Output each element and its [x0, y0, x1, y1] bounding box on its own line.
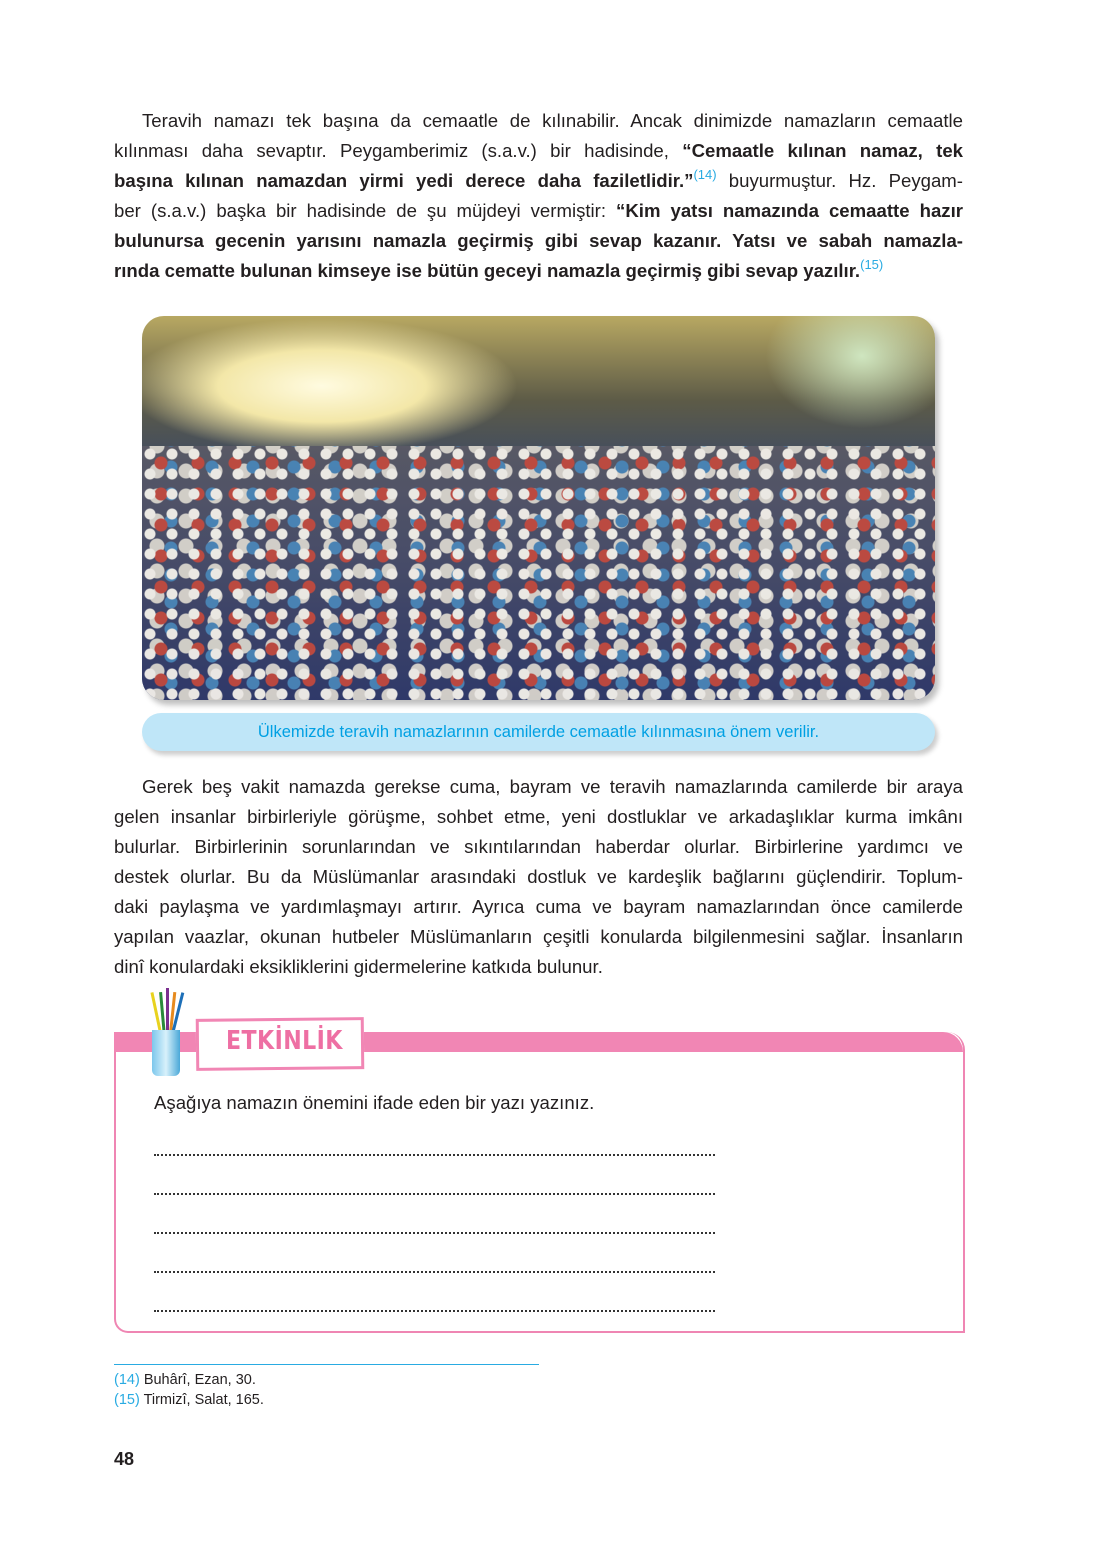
text-line: [114, 166, 963, 196]
text-segment: Gerek beş vakit namazda gerekse cuma, bayram ve teravih namazlarında camilerde bir araya: [142, 776, 963, 797]
answer-line[interactable]: [154, 1230, 715, 1234]
text-line: [114, 256, 963, 286]
activity-title: ETKİNLİK: [226, 1026, 343, 1056]
text-segment: rında cematte bulunan kimseye ise bütün geceyi namazla geçirmiş gibi sevap yazılır.: [114, 260, 861, 281]
footnote-divider: [114, 1364, 539, 1365]
text-segment: “Cemaatle kılınan namaz, tek: [682, 140, 963, 161]
text-segment: daki paylaşma ve yardımlaşmayı artırır. Ayrıca cuma ve bayram namazlarından önce camilerde: [114, 896, 963, 917]
text-line: [114, 832, 963, 862]
answer-line[interactable]: [154, 1269, 715, 1273]
paragraph-teravih: [114, 106, 963, 286]
text-segment: Teravih namazı tek başına da cemaatle de kılınabilir. Ancak dinimizde namazların cemaatle: [142, 110, 963, 131]
text-segment: buyurmuştur. Hz. Peygam-: [716, 170, 963, 191]
answer-line[interactable]: [154, 1308, 715, 1312]
text-line: [114, 802, 963, 832]
text-segment: destek olurlar. Bu da Müslümanlar arasındaki dostluk ve kardeşlik bağlarını güçlendirir. Toplum-: [114, 866, 963, 887]
text-line: [114, 226, 963, 256]
text-segment: ber (s.a.v.) başka bir hadisinde de şu müjdeyi vermiştir:: [114, 200, 617, 221]
paragraph-community: [114, 772, 963, 982]
text-segment: başına kılınan namazdan yirmi yedi derece daha faziletlidir.”: [114, 170, 694, 191]
text-segment: yapılan vaazlar, okunan hutbeler Müslümanların çeşitli konularda bilgilenmesini sağlar. İnsanların: [114, 926, 963, 947]
text-line: [114, 196, 963, 226]
text-segment: kılınması daha sevaptır. Peygamberimiz (s.a.v.) bir hadisinde,: [114, 140, 683, 161]
text-line: [114, 136, 963, 166]
text-segment: “Kim yatsı namazında cemaatte hazır: [616, 200, 963, 221]
page-number: 48: [114, 1449, 135, 1469]
text-line: [114, 922, 963, 952]
text-line: [114, 862, 963, 892]
text-line: [114, 772, 963, 802]
footnote-14: (14) Buhârî, Ezan, 30.: [114, 1372, 256, 1388]
text-segment: bulurlar. Birbirlerinin sorunlarından ve sıkıntılarından haberdar olurlar. Birbirlerine yardımcı ve: [114, 836, 963, 857]
text-segment: dinî konulardaki eksikliklerini gidermelerine katkıda bulunur.: [114, 956, 603, 977]
text-segment: gelen insanlar birbirleriyle görüşme, sohbet etme, yeni dostluklar ve arkadaşlıklar kurma imkânı: [114, 806, 963, 827]
footnote-ref: (14): [693, 167, 717, 182]
mosque-congregation-photo: [142, 316, 935, 700]
footnote-ref: (15): [860, 257, 884, 272]
photo-caption: Ülkemizde teravih namazlarının camilerde cemaatle kılınmasına önem verilir.: [142, 713, 935, 751]
text-segment: bulunursa gecenin yarısını namazla geçirmiş gibi sevap kazanır. Yatsı ve sabah namazla-: [114, 230, 963, 251]
text-line: [114, 952, 963, 982]
activity-box: [114, 1032, 965, 1333]
text-line: [114, 892, 963, 922]
activity-instruction: Aşağıya namazın önemini ifade eden bir yazı yazınız.: [154, 1092, 595, 1113]
answer-line[interactable]: [154, 1152, 715, 1156]
text-line: [114, 106, 963, 136]
answer-line[interactable]: [154, 1191, 715, 1195]
footnote-15: (15) Tirmizî, Salat, 165.: [114, 1392, 264, 1408]
